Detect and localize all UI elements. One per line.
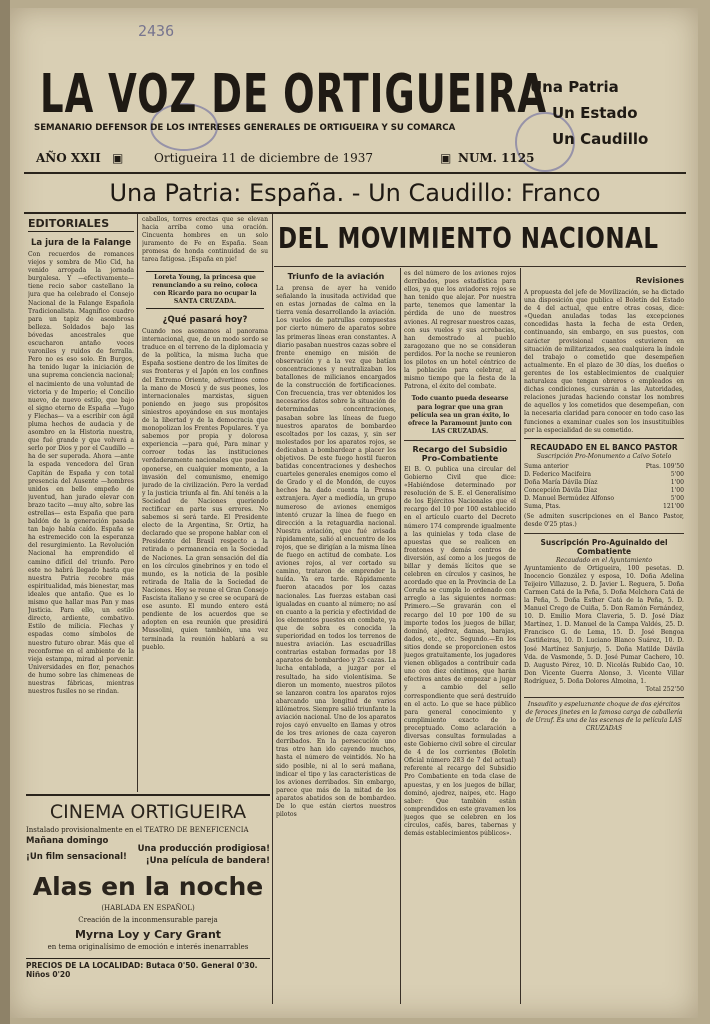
article-body: La prensa de ayer ha venido señalando la inusitada actividad que en estas jornadas de calma en la tierra venía desarrollando la aviación. Los vuelos de patrullas compuestas por cierto número de aparatos sobre las primeras líneas eran constantes. A diario pasaban nuestros cazas sobre el frente enemigo en misión de observación y a la vez que batían concentraciones y neutralizaban los batallones de milicianos encargados de la construcción de fortificaciones. Con frecuencia, tras ver obtenidos los necesarios datos sobre la situación de determinadas concentraciones, pasaban sobre las líneas de fuego nuestros aparatos de bombardeo escoltados por los cazas, y, sin ser molestados por los aparatos rojos, se dedicaban a bombardear a placer los objetivos. De este fuego hostil fueron batidas concentraciones y deshechos cuarteles generales enemigos como el de Grado y el de Mondón, de cuyos hechos ha dado cuenta la Prensa extranjera. Ayer a mediodía, un grupo numeroso de aviones enemigos intentó cruzar la línea de fuego en dirección a la retaguardia nacional. Nuestra aviación, que fué avisada rápidamente, salió al encuentro de los rojos, que se dirigían a la misma línea de fuego en actitud de combate. Los aviones rojos, al ver cortado su camino, trataron de emprender la huída. Ya era tarde. Rápidamente fueron atacados por los cazas nacionales. Las fuerzas estaban casi igualadas en cuanto al número; no así en cuanto a la pericia y efectividad de los elementos puestos en combate, ya que de sobra es conocida la superioridad en todos los terrenos de nuestra aviación. Las escuadrillas contrarias estaban formadas por 18 aparatos de bombardeo y 25 cazas. La lucha entablada, a juzgar por el resultado, ha sido violentísima. Se dieron un momento, nuestros pilotos se lanzaron contra los aparatos rojos abarcando una longitud de varios kilómetros. Siempre salió triunfante la aviación nacional. Uno de los aparatos rojos cayó envuelto en llamas y otros de los tres aviones de caza cayeron derribados. En la persecución uno tras otro han ido cayendo muchos, hasta el número de veintidós. No ha sido posible, ni al lo será mañana, indicar el tipo y las características de los aviones derribados. Sin embargo, parece que más de la mitad de los aparatos abatidos son de bombardeo. De lo que están ciertos nuestros pilotos	[276, 285, 396, 819]
donation-list	[524, 463, 684, 512]
newspaper-page	[10, 8, 698, 1018]
article-title: Triunfo de la aviación	[287, 272, 385, 281]
issue-year: AÑO XXII	[36, 151, 101, 165]
film-quote: Loreta Young, la princesa que renunciando a su reino, coloca con Ricardo para no ocupar la SANTA CRUZADA.	[146, 271, 264, 309]
article-body: Cuando nos asomamos al panorama internacional, que, de un modo sordo se traduce en el terreno de la diplomacia y de la política, la misma lucha que España sostiene dentro de los límites de sus fronteras y el Japón en los confines del Extremo Oriente, advertimos como la mano de Moscú y de sus peones, los internacionales marxistas, siguen poniendo en juego sus propósitos siniestros apoyándose en sus montajes de la libertad y de la democracia que monopolizan los Frentes Populares. Y ya sabemos por propia y dolorosa experiencia —para qué, Para minar y corroer todas las instituciones verdaderamente nacionales que puedan oponerse, en cualquier momento, a la invasión del comunismo, enemigo jurado de la civilización. Pero la verdad y la justicia triunfa al fin. Ahí tenéis a la Sociedad de Naciones queriendo rectificar en parte sus errores. No sabemos si será tarde. El Presidente electo de la Argentina, Sr. Ortiz, ha declarado que se propone hablar con el Presidente del Brasil respecto a la retirada o permanencia en la Sociedad de Naciones. La gran sensación del día en los círculos ginebrinos y en todo el mundo, es la noticia de la posible retirada de Italia de la Sociedad de Naciones. Hoy se reune el Gran Consejo Fascista italiano y se cree se ocupará de ese asunto. El mundo entero está pendiente de los acuerdos que se adopten en esa reunión que presidirá Mussolini, quien también, una vez terminada la reunión hablará a su pueblo.	[142, 327, 268, 651]
section-rule	[524, 697, 684, 698]
ticket-prices: PRECIOS DE LA LOCALIDAD: Butaca 0'50. General 0'30. Niños 0'20	[26, 958, 270, 979]
masthead-rule	[24, 172, 686, 174]
aviation-continued-column	[404, 270, 516, 1000]
international-column	[142, 216, 268, 790]
cinema-taglines	[26, 844, 270, 870]
section-rule	[524, 438, 684, 439]
section-label: EDITORIALES	[28, 216, 134, 232]
list-item: D. Manuel Bermúdez Alfonso 5'00	[524, 495, 684, 503]
issue-date: Ortigueira 11 de diciembre de 1937	[154, 151, 373, 165]
separator-glyph: ▣	[440, 151, 452, 165]
binding-edge	[0, 0, 10, 1024]
issue-line	[36, 146, 536, 170]
list-item: Suma anterior Ptas. 109'50	[524, 462, 684, 470]
article-title: La jura de la Falange	[31, 238, 131, 248]
headline-rule	[274, 266, 686, 267]
article-title: ¿Qué pasará hoy?	[162, 314, 248, 325]
article-subtitle: Recaudado en el Ayuntamiento	[555, 556, 653, 564]
film-stars: Myrna Loy y Cary Grant	[74, 928, 222, 941]
column-rule	[137, 214, 138, 792]
motto-line: Un Caudillo	[552, 130, 649, 148]
article-body: El B. O. publica una circular del Gobierno Civil que dice: «Habiéndose determinado por resolución de S. E. el Generalísimo de los Ejércitos Nacionales que el recargo del 10 por 100 establecido en el artículo cuarto del Decreto número 174 comprende igualmente a las quinielas y toda clase de apuestas que se realicen en frontones y demás centros de diversión, así como a los juegos de billar y demás lícitos que se celebren en círculos y casinos, he acordado que en la Provincia de La Coruña se cumpla lo ordenado con arreglo a las siguientes normas: Primero.—Se gravarán con el recargo del 10 por 100 de su importe todos los juegos de billar, dominó, ajedrez, damas, barajas, dados, etc., etc. Segundo.—En los sitios donde se proporcionen estos juegos gratuitamente, los jugadores vienen obligados a contribuir cada uno con diez céntimos, que harán efectivos antes de empezar a jugar y a cambio del sello correspondiente que será destruído en el acto. Lo que se hace público para general conocimiento y cumplimiento exacto de lo preceptuado. Como aclaración a diversas consultas formuladas a este Gobierno civil sobre el circular de 4 de los corrientes (Boletín Oficial número 283 de 7 del actual) referente al recargo del Subsidio Pro Combatiente en toda clase de apuestas, y en los juegos de billar, dominó, ajedrez, naipes, etc. Hago saber: Que también están comprendidos en este gravamen los juegos que se celebren en los círculos, cafés, bares, tabernas y demás establecimientos públicos».	[404, 465, 516, 838]
donation-note: (Se admiten suscripciones en el Banco Pastor, desde 0'25 ptas.)	[524, 513, 684, 529]
article-title: Suscripción Pro-Aguinaldo del Combatiente	[540, 537, 668, 556]
film-language: (HABLADA EN ESPAÑOL)	[101, 904, 195, 912]
movimiento-headline: DEL MOVIMIENTO NACIONAL	[278, 223, 659, 256]
donation-total: Total 252'50	[645, 686, 684, 694]
article-title: Recargo del Subsidio Pro-Combatiente	[412, 444, 508, 463]
archive-number: 2436	[138, 22, 175, 40]
film-advert: Todo cuanto pueda desearse para lograr que una gran película sea un gran éxito, lo ofrece la Paramount junto con LAS CRUZADAS.	[408, 395, 512, 435]
article-body: caballos, torres erectas que se elevan hacia arriba como una oración. Cincuenta hombres en un solo juramento de Fe en España. Sean promesa de honda continuidad de su tarea fatigosa. ¡España en pie!	[142, 216, 268, 264]
tagline-right-a: Una producción prodigiosa!	[137, 844, 270, 854]
cinema-day: Mañana domingo	[26, 836, 109, 846]
issue-number: NUM. 1125	[458, 151, 535, 165]
section-rule	[524, 533, 684, 534]
article-title: Revisiones	[635, 276, 684, 285]
film-plot: en tema originalísimo de emoción e interés inenarrables	[47, 943, 249, 951]
tagline-left: ¡Un film sensacional!	[26, 852, 127, 862]
article-body: es del número de los aviones rojos derribados, pues estadística para ellos, ya que los aviadores rojos se han tenido que alejar. Por nuestra parte, tenemos que lamentar la pérdida de uno de nuestros aviones. Al regresar nuestros cazas, con sus vuelos y sus acrobacias, han demostrado al pueblo zaragozano que no se consideran perdidos. Por la noche se reunieron los pilotos en un hotel céntrico de la población para celebrar, al mismo tiempo que la fiesta de la Patrona, el éxito del combate.	[404, 270, 516, 391]
couple-intro: Creación de la inconmensurable pareja	[78, 916, 218, 924]
cinema-advert	[26, 794, 270, 1004]
motto-line: Una Patria	[530, 78, 619, 96]
aviation-column	[276, 270, 396, 1000]
list-item: Suma, Ptas. 121'00	[524, 503, 684, 511]
film-title: Alas en la noche	[32, 872, 264, 901]
banner-headline: Una Patria: España. - Un Caudillo: Franco	[109, 179, 601, 207]
separator-glyph: ▣	[112, 151, 124, 165]
article-body: Con recuerdos de romances viejos y sombra de Mio Cid, ha venido arropada la jornada burgalesa. Y —efectivamente— tiene recio sabor castellano la jura que ha celebrado el Consejo Nacional de la Falange Española Tradicionalista. Magnífico cuadro para un tapiz de asombrosa belleza. Soldados bajo las bóvedas ancestrales que escucharon antaño voces varoniles y ruidos de ferralla. Pero no es eso solo. En Burgos, ha tenido lugar la iniciación de una suprema conciencia nacional; el nacimiento de una voluntad de victoria y de Imperio; el Concilio nuevo, de nuevo estilo, que bajo el signo eterno de España —Yugo y Flechas— va a escribir con ágil pluma hechos de audacia y de asombro en la Historia nuestra, que fué grande y que volverá a serlo por Dios y por el Caudillo —ha de ser superada. Ahora —ante la espada vencedora del Gran Capitán de España y con total presencia del Ausente —hombres unidos en bello empeño de juventud, han jurado elevar con brazo tacito —muy alto, sobre las estrellas— esta España que para baldón de la generación pasada tan bajo había caído. España se ha estremecido con la esperanza del resurgimiento. La Revolución Nacional ha emprendido el camino difícil del triunfo. Pero este no habrá llegado hasta que nuestra Patria recobre más espiritualidad, más bienestar, mas ideales que antaño. Que es lo mismo que hallar mas Pan y mas Justicia. Para ello, un estilo directo, ardiente, combativo. Estilo de milicia. Flechas y espadas como símbolos de nuestro futuro obrar. Más que el reconforme en el ambiente de la vieja estampa, mirad al porvenir. Universidades en flor, penachos de humo sobre las chimeneas de nuestras fábricas, mientras nuestros fusiles no se rindan.	[28, 251, 134, 696]
column-rule	[272, 214, 273, 1004]
section-rule	[404, 440, 516, 441]
cinema-title: CINEMA ORTIGUEIRA	[49, 801, 247, 823]
editoriales-column	[28, 216, 134, 790]
article-subtitle: Suscripción Pro-Monumento a Calvo Sotelo	[536, 452, 672, 460]
photo-caption: Insaudito y espeluznante choque de dos ejércitos de feroces jinetes en la famosa carga de caballería de Urzuf. Es una de las escenas de la película LAS CRUZADAS	[525, 701, 683, 733]
banner-rule	[24, 212, 686, 214]
article-title: RECAUDADO EN EL BANCO PASTOR	[530, 442, 678, 452]
notices-column	[524, 270, 684, 1000]
masthead-motto	[530, 74, 690, 152]
masthead-subtitle: SEMANARIO DEFENSOR DE LOS INTERESES GENERALES DE ORTIGUEIRA Y SU COMARCA	[34, 123, 456, 133]
cinema-venue: Instalado provisionalmente en el TEATRO DE BENEFICENCIA	[26, 826, 249, 834]
list-item: Concepción Dávila Díaz 1'00	[524, 487, 684, 495]
column-rule	[400, 268, 401, 1004]
list-item: D. Federico Macifeira 5'00	[524, 470, 684, 478]
masthead-title: LA VOZ DE ORTIGUEIRA	[40, 62, 547, 126]
column-rule	[520, 268, 521, 1004]
tagline-right-b: ¡Una película de bandera!	[145, 856, 270, 866]
article-body: A propuesta del jefe de Movilización, se ha dictado una disposición que publica el Boletín del Estado de 4 del actual, que entre otras cosas, dice: «Quedan anuladas todas las excepciones concedidas hasta la fecha de esta Orden, continuando, sin embargo, en sus puestos, con carácter provisional cuantos estuvieren en situación de militarizados, sea cualquiera la índole del trabajo o cometido que desempeñen actualmente. En el plazo de 30 días, los dueños o gerentes de los establecimientos de cualquier naturaleza que tengan obreros o empleados en dichas condiciones, cursarán a las Autoridades, relaciones juradas haciendo constar los nombres de aquellos y los cometidos que desempeñan, con la necesaria claridad para conocer en todo caso las funciones a examinar cuales son los insustituibles por la especialidad de su cometido.	[524, 289, 684, 434]
motto-line: Un Estado	[552, 104, 638, 122]
article-body: Ayuntamiento de Ortigueira, 100 pesetas. D. Inocencio González y esposa, 10. Doña Adelina Teijeiro Villazuso, 2. D. Javier L. Reguera, 5. Doña Carmen Catá de la Peña, 5. Doña Melchora Catá de la Peña, 5. Doña Esther Catá de la Peña, 5. D. Manuel Crego de Cuiña, 5. Don Ramón Fernández, 10. D. Emilio Mora Claveria, 5. D. José Díaz Martínez, 1. D. Manuel de la Campa Valdés, 25. D. Francisco G. de Lema, 15. D. José Bengoa Castiñeiras, 10. D. Luciano Blanco Suárez, 10. D. José Martínez Sanjurjo, 5. Doña Matilde Dávila Vda. de Vasmonde, 5. D. José Pumar Cachero, 10. D. Augusto Pérez, 10. D. Nicolás Rubido Cao, 10. Don Vicente Guerra Alonso, 3. Vicente Villar Rodríguez, 5. Doña Dolores Almoina, 1.	[524, 564, 684, 685]
list-item: Doña María Dávila Díaz 1'00	[524, 478, 684, 486]
